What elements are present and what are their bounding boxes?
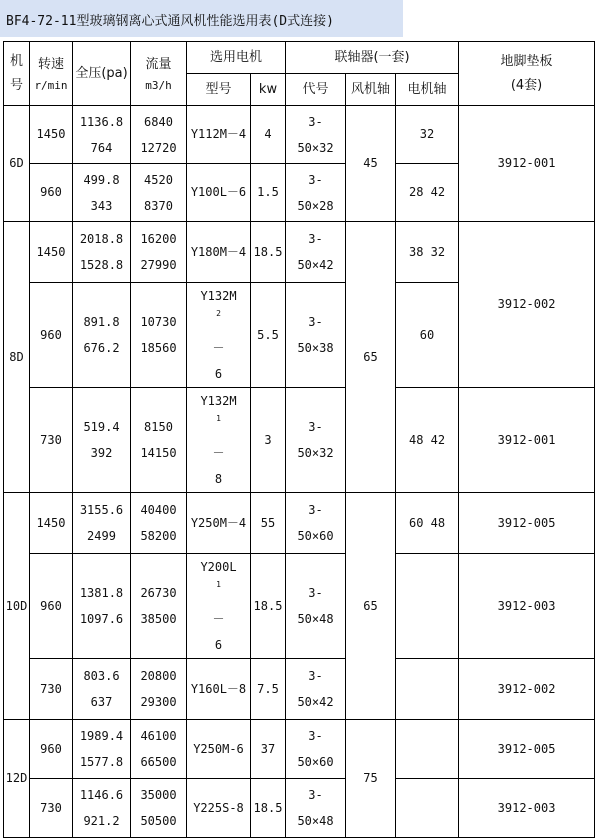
motor-model-cell: Y250M-6 (187, 720, 251, 779)
header-pressure: 全压(pa) (73, 42, 131, 106)
motor-shaft-cell (396, 779, 459, 838)
speed-cell: 730 (30, 779, 73, 838)
table-row (4, 222, 595, 283)
motor-model-cell: Y132M $^2$ － 6 (187, 283, 251, 388)
header-motor-shaft: 电机轴 (396, 74, 459, 106)
header-motor: 选用电机 (187, 42, 286, 74)
motor-shaft-cell: 60 48 (396, 493, 459, 554)
header-base-plate: 地脚垫板 (4套) (459, 42, 595, 106)
pressure-cell: 1381.8 1097.6 (73, 554, 131, 659)
coupling-code-cell: 3- 50×32 (286, 106, 346, 164)
motor-shaft-cell: 48 42 (396, 388, 459, 493)
flow-cell: 8150 14150 (131, 388, 187, 493)
kw-cell: 18.5 (251, 779, 286, 838)
base-plate-cell: 3912-003 (459, 779, 595, 838)
motor-shaft-cell: 32 (396, 106, 459, 164)
pressure-cell: 803.6 637 (73, 659, 131, 720)
header-coupling-code: 代号 (286, 74, 346, 106)
pressure-cell: 1146.6 921.2 (73, 779, 131, 838)
motor-shaft-cell: 60 (396, 283, 459, 388)
kw-cell: 5.5 (251, 283, 286, 388)
coupling-code-cell: 3- 50×48 (286, 554, 346, 659)
kw-cell: 7.5 (251, 659, 286, 720)
base-plate-cell: 3912-005 (459, 493, 595, 554)
header-flow: 流量 m3/h (131, 42, 187, 106)
table-row (4, 106, 595, 164)
motor-model-cell: Y225S-8 (187, 779, 251, 838)
pressure-cell: 499.8 343 (73, 164, 131, 222)
machine-cell: 8D (4, 222, 30, 493)
table-row (4, 720, 595, 779)
pressure-cell: 891.8 676.2 (73, 283, 131, 388)
fan-shaft-cell: 65 (346, 493, 396, 720)
flow-cell: 40400 58200 (131, 493, 187, 554)
header-coupling: 联轴器(一套) (286, 42, 459, 74)
motor-shaft-cell (396, 659, 459, 720)
base-plate-cell: 3912-003 (459, 554, 595, 659)
pressure-cell: 1989.4 1577.8 (73, 720, 131, 779)
flow-cell: 35000 50500 (131, 779, 187, 838)
speed-cell: 960 (30, 720, 73, 779)
motor-model-cell: Y200L $^1$ － 6 (187, 554, 251, 659)
pressure-cell: 1136.8 764 (73, 106, 131, 164)
title-bar (0, 0, 403, 37)
motor-model-cell: Y160L－8 (187, 659, 251, 720)
fan-spec-table (3, 41, 595, 838)
speed-cell: 1450 (30, 222, 73, 283)
speed-cell: 730 (30, 388, 73, 493)
flow-cell: 4520 8370 (131, 164, 187, 222)
fan-shaft-cell: 75 (346, 720, 396, 838)
pressure-cell: 519.4 392 (73, 388, 131, 493)
fan-shaft-cell: 65 (346, 222, 396, 493)
speed-cell: 730 (30, 659, 73, 720)
kw-cell: 18.5 (251, 554, 286, 659)
base-plate-cell: 3912-001 (459, 388, 595, 493)
pressure-cell: 2018.8 1528.8 (73, 222, 131, 283)
flow-cell: 46100 66500 (131, 720, 187, 779)
machine-cell: 12D (4, 720, 30, 838)
motor-model-cell: Y180M－4 (187, 222, 251, 283)
speed-cell: 1450 (30, 493, 73, 554)
table-row (4, 554, 595, 659)
flow-cell: 10730 18560 (131, 283, 187, 388)
flow-cell: 26730 38500 (131, 554, 187, 659)
base-plate-cell: 3912-001 (459, 106, 595, 222)
base-plate-cell: 3912-005 (459, 720, 595, 779)
coupling-code-cell: 3- 50×42 (286, 659, 346, 720)
speed-cell: 1450 (30, 106, 73, 164)
base-plate-cell: 3912-002 (459, 222, 595, 388)
coupling-code-cell: 3- 50×28 (286, 164, 346, 222)
speed-cell: 960 (30, 283, 73, 388)
kw-cell: 55 (251, 493, 286, 554)
header-motor-kw: kw (251, 74, 286, 106)
motor-model-cell: Y250M－4 (187, 493, 251, 554)
kw-cell: 37 (251, 720, 286, 779)
fan-shaft-cell: 45 (346, 106, 396, 222)
motor-shaft-cell: 28 42 (396, 164, 459, 222)
table-row (4, 779, 595, 838)
flow-cell: 20800 29300 (131, 659, 187, 720)
machine-cell: 10D (4, 493, 30, 720)
motor-model-cell: Y100L－6 (187, 164, 251, 222)
kw-cell: 4 (251, 106, 286, 164)
coupling-code-cell: 3- 50×60 (286, 720, 346, 779)
pressure-cell: 3155.6 2499 (73, 493, 131, 554)
machine-cell: 6D (4, 106, 30, 222)
coupling-code-cell: 3- 50×42 (286, 222, 346, 283)
flow-cell: 16200 27990 (131, 222, 187, 283)
motor-model-cell: Y132M $^1$ － 8 (187, 388, 251, 493)
coupling-code-cell: 3- 50×48 (286, 779, 346, 838)
motor-model-cell: Y112M－4 (187, 106, 251, 164)
header-speed: 转速 r/min (30, 42, 73, 106)
page-title: BF4-72-11型玻璃钢离心式通风机性能选用表(D式连接) (6, 14, 334, 29)
base-plate-cell: 3912-002 (459, 659, 595, 720)
header-motor-model: 型号 (187, 74, 251, 106)
header-machine-no: 机 号 (4, 42, 30, 106)
table-row (4, 493, 595, 554)
motor-shaft-cell (396, 554, 459, 659)
flow-cell: 6840 12720 (131, 106, 187, 164)
coupling-code-cell: 3- 50×60 (286, 493, 346, 554)
coupling-code-cell: 3- 50×32 (286, 388, 346, 493)
coupling-code-cell: 3- 50×38 (286, 283, 346, 388)
kw-cell: 18.5 (251, 222, 286, 283)
motor-shaft-cell: 38 32 (396, 222, 459, 283)
speed-cell: 960 (30, 164, 73, 222)
header-fan-shaft: 风机轴 (346, 74, 396, 106)
header-row-1 (4, 42, 595, 74)
table-row (4, 388, 595, 493)
motor-shaft-cell (396, 720, 459, 779)
kw-cell: 3 (251, 388, 286, 493)
kw-cell: 1.5 (251, 164, 286, 222)
table-row (4, 659, 595, 720)
speed-cell: 960 (30, 554, 73, 659)
